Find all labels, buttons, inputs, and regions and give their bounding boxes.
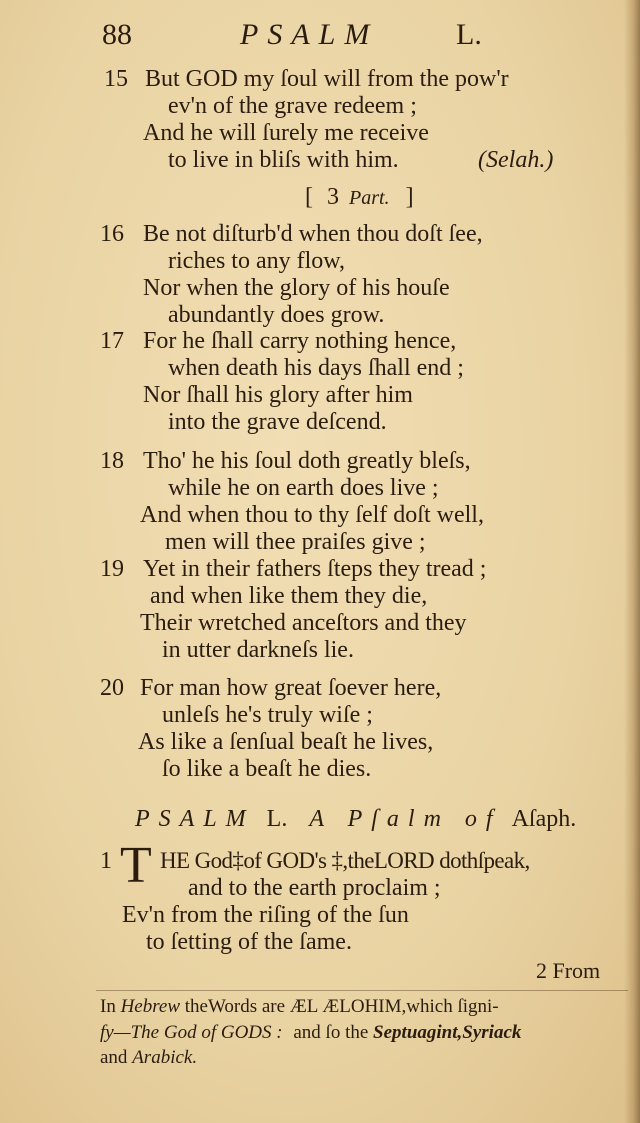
verse-line: Be not diſturb'd when thou doſt ſee, [143, 221, 483, 247]
footnote-line: and Arabick. [100, 1047, 198, 1068]
running-title: PSALM [240, 18, 379, 51]
verse-line: when death his days ſhall end ; [168, 355, 464, 381]
verse-line: ev'n of the grave redeem ; [168, 93, 417, 119]
verse-number: 20 [100, 675, 124, 701]
verse-number: 1 [100, 848, 112, 874]
part-heading: [ 3 Part. ] [305, 184, 414, 210]
verse-number: 19 [100, 556, 124, 582]
verse-line: But GOD my ſoul will from the pow'r [145, 66, 509, 92]
drop-cap: T [120, 837, 152, 894]
verse-line: As like a ſenſual beaſt he lives, [138, 729, 434, 755]
verse-line: to live in bliſs with him. [168, 147, 399, 173]
page-number: 88 [102, 18, 132, 51]
verse-line: abundantly does grow. [168, 302, 385, 328]
verse-line: Their wretched anceſtors and they [140, 610, 467, 636]
verse-line: unleſs he's truly wiſe ; [162, 702, 373, 728]
verse-line: while he on earth does live ; [168, 475, 439, 501]
verse-line: HE God‡of GOD's ‡,theLORD dothſpeak, [160, 848, 530, 873]
verse-line: and to the earth proclaim ; [188, 875, 441, 901]
verse-line: Nor ſhall his glory after him [143, 382, 413, 408]
verse-line: men will thee praiſes give ; [165, 529, 426, 555]
verse-line: And when thou to thy ſelf doſt well, [140, 502, 484, 528]
verse-number: 17 [100, 328, 124, 354]
verse-line: Ev'n from the riſing of the ſun [122, 902, 409, 928]
verse-line: For he ſhall carry nothing hence, [143, 328, 457, 354]
verse-number: 18 [100, 448, 124, 474]
running-title-number: L. [456, 18, 482, 51]
verse-line: And he will ſurely me receive [143, 120, 429, 146]
footnote-line: In Hebrew theWords are ÆL ÆLOHIM,which ſigni- [100, 996, 499, 1017]
verse-line: For man how great ſoever here, [140, 675, 442, 701]
verse-line: riches to any flow, [168, 248, 346, 274]
catchword: 2 From [536, 958, 601, 983]
verse-line: Yet in their fathers ſteps they tread ; [143, 556, 487, 582]
verse-line: in utter darkneſs lie. [162, 637, 354, 663]
footnote-line: fy—The God of GODS : and ſo the Septuagint,Syriack [100, 1022, 522, 1043]
verse-line: ſo like a beaſt he dies. [162, 756, 372, 782]
verse-line: and when like them they die, [150, 583, 428, 609]
verse-line: to ſetting of the ſame. [146, 929, 352, 955]
verse-line: Nor when the glory of his houſe [143, 275, 450, 301]
page-edge-shadow [624, 0, 640, 1123]
psalm-title: PSALM L. A Pſalm of Aſaph. [135, 806, 577, 832]
verse-number: 15 [104, 66, 128, 92]
verse-line: into the grave deſcend. [168, 409, 387, 435]
footnote-rule [96, 990, 628, 991]
verse-line: Tho' he his ſoul doth greatly bleſs, [143, 448, 471, 474]
verse-number: 16 [100, 221, 124, 247]
selah-note: (Selah.) [478, 147, 554, 173]
